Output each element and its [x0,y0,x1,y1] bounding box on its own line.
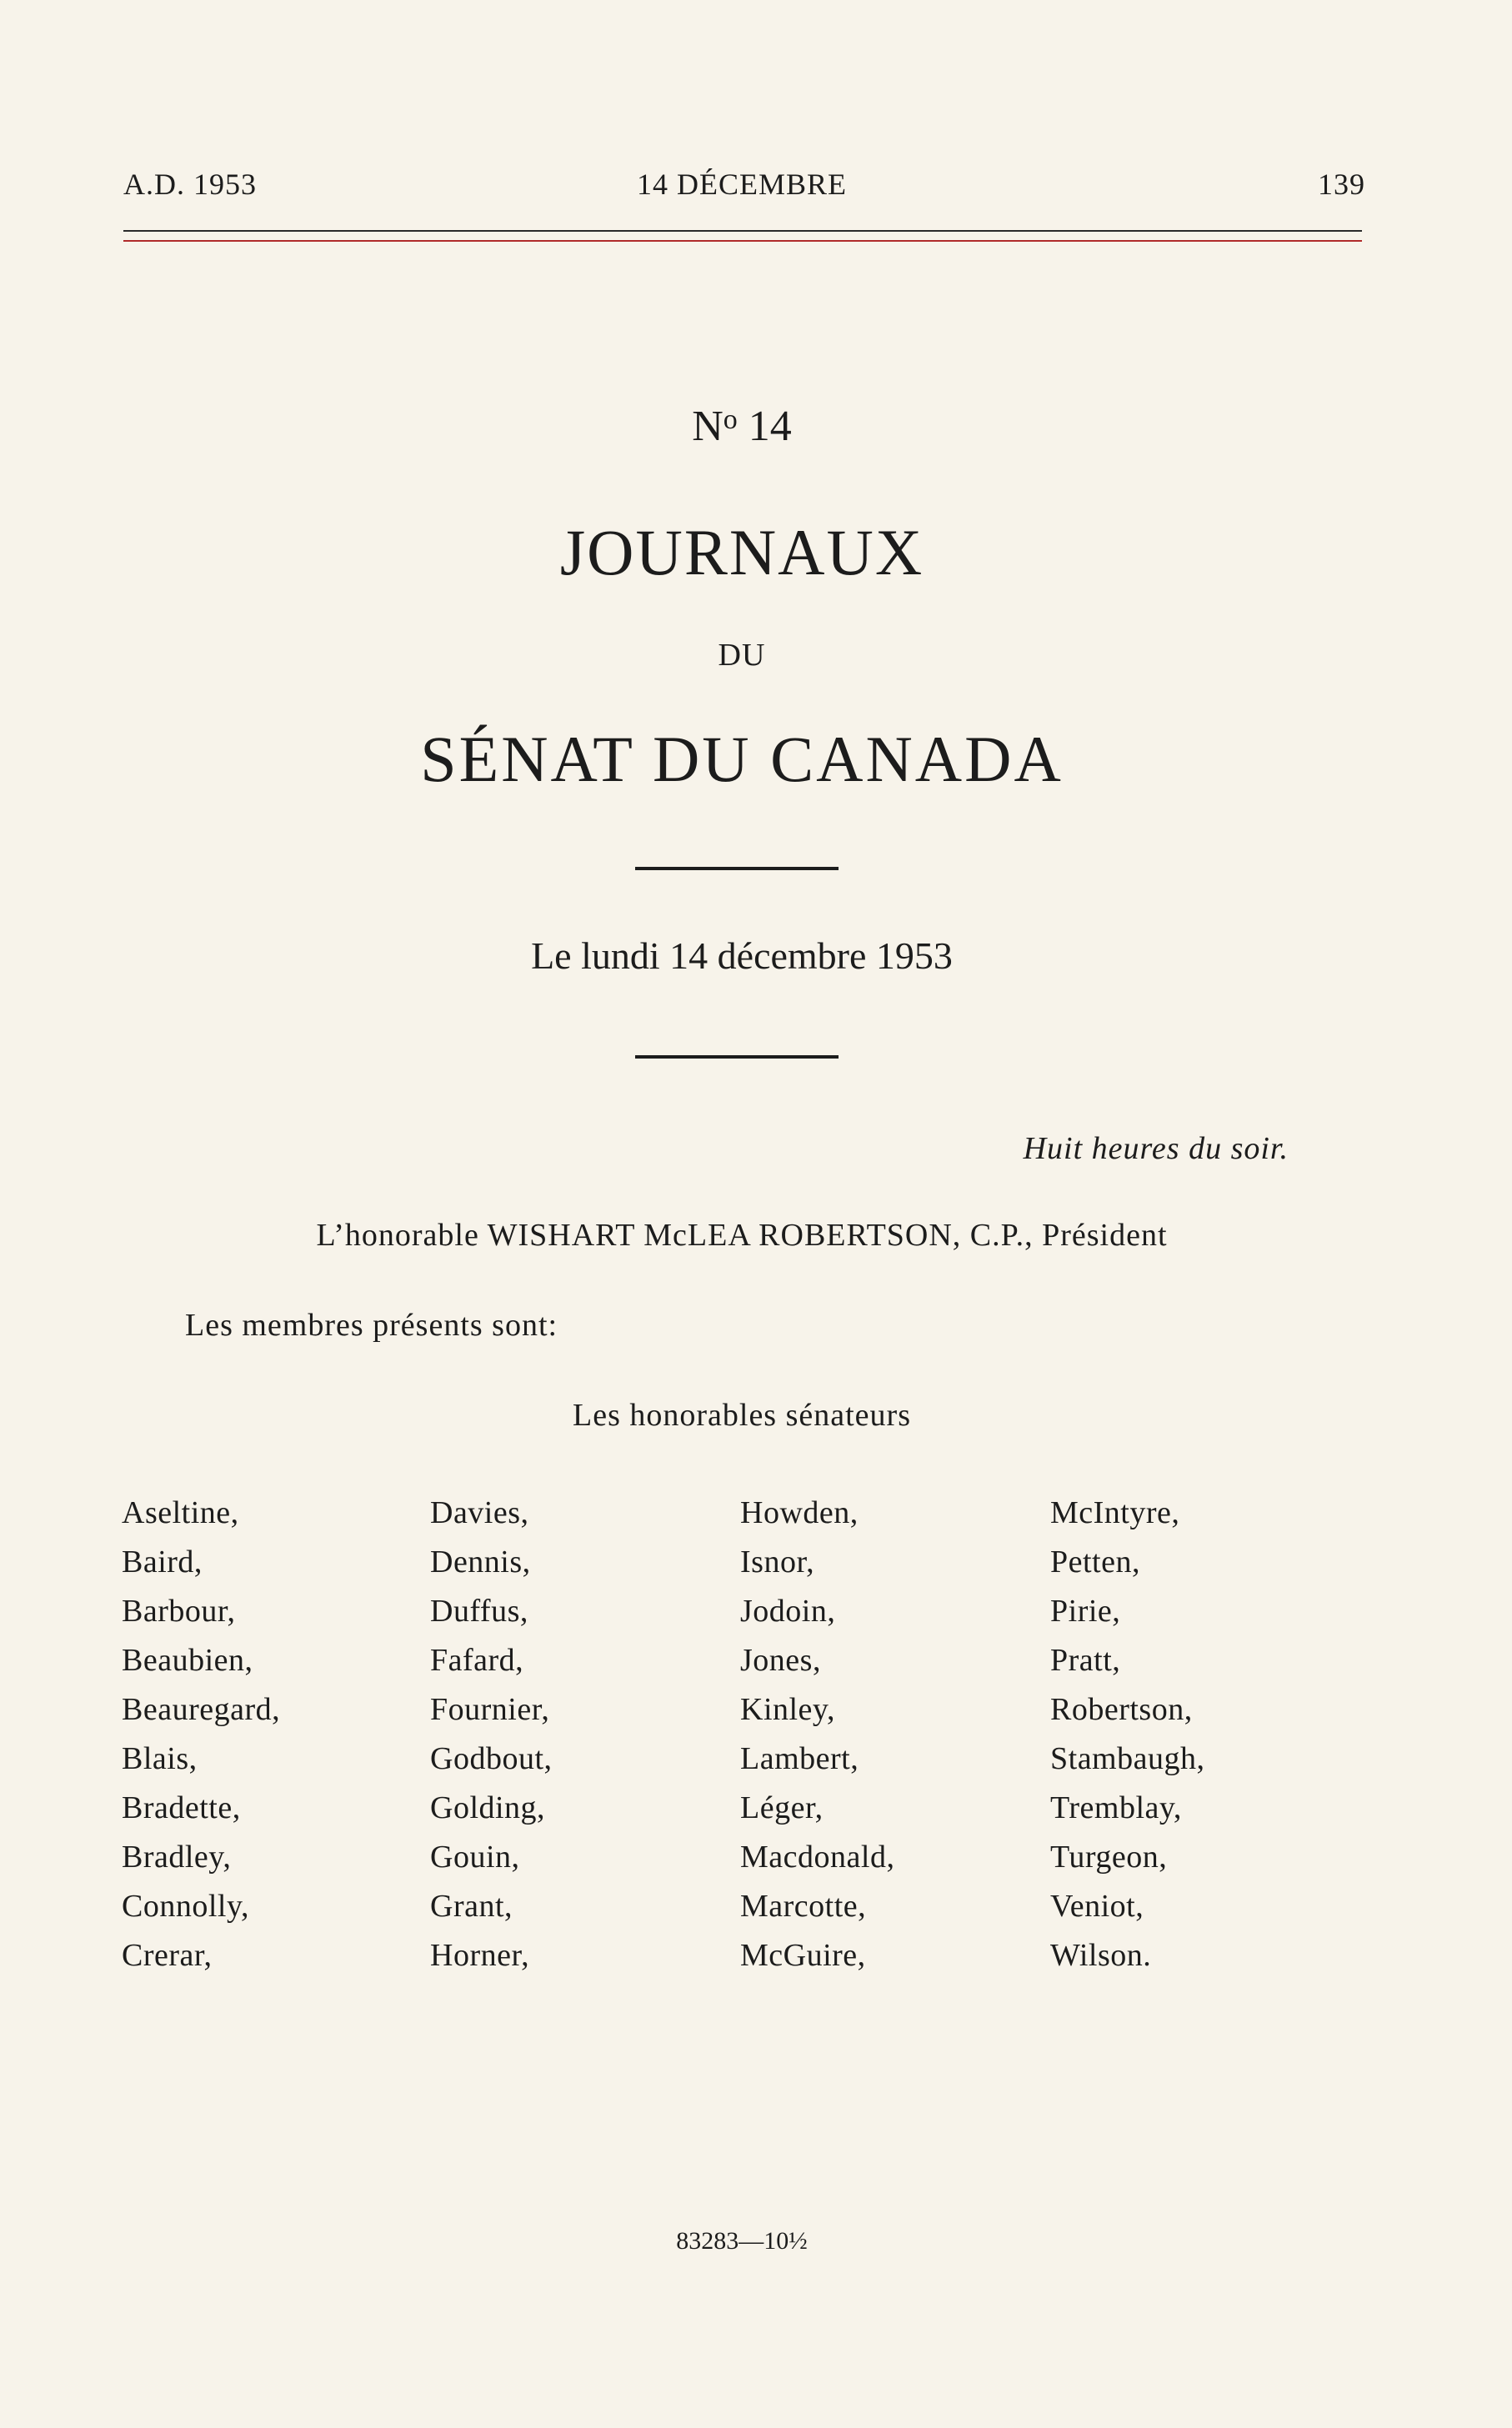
senator-name: Veniot, [1050,1889,1144,1924]
senator-name: Dennis, [430,1544,531,1579]
issue-number-value: 14 [748,403,792,450]
senator-name: McIntyre, [1050,1495,1180,1530]
printer-code: 83283—10½ [676,2227,808,2255]
senator-name: Robertson, [1050,1692,1193,1727]
senator-column-2 [430,1489,553,1980]
senator-name: Beaubien, [122,1643,253,1678]
issue-number [0,402,1484,451]
senator-name: Wilson. [1050,1938,1152,1973]
header-date: 14 DÉCEMBRE [636,168,847,201]
senator-column-3 [740,1489,894,1980]
senator-name: Horner, [430,1938,530,1973]
senator-name: Golding, [430,1790,546,1825]
senator-name: Kinley, [740,1692,835,1727]
header-rule-accent [123,240,1362,242]
senator-name: Bradette, [122,1790,241,1825]
senator-name: Pratt, [1050,1643,1121,1678]
members-intro: Les membres présents sont: [185,1308,558,1343]
senator-name: Grant, [430,1889,513,1924]
senator-name: Lambert, [740,1741,859,1776]
senator-name: Jodoin, [740,1594,836,1629]
senator-name: Bradley, [122,1840,232,1875]
senator-name: Beauregard, [122,1692,281,1727]
issue-superscript: o [723,404,738,435]
senator-name: Godbout, [430,1741,553,1776]
senator-name: Jones, [740,1643,821,1678]
senator-name: Turgeon, [1050,1840,1168,1875]
senator-name: Léger, [740,1790,824,1825]
page-title-du: DU [718,638,766,673]
senator-name: Gouin, [430,1840,520,1875]
page-title-journaux: JOURNAUX [559,516,924,588]
senator-name: Crerar, [122,1938,213,1973]
senator-name: Stambaugh, [1050,1741,1205,1776]
senator-name: Macdonald, [740,1840,895,1875]
senator-name: Baird, [122,1544,203,1579]
senator-name: Howden, [740,1495,859,1530]
senator-name: Petten, [1050,1544,1140,1579]
issue-prefix: N [692,403,723,450]
senator-name: Fournier, [430,1692,550,1727]
sitting-time: Huit heures du soir. [1023,1131,1289,1166]
senator-name: McGuire, [740,1938,866,1973]
senator-name: Blais, [122,1741,198,1776]
header-rule [123,230,1362,232]
divider [635,867,839,870]
page-number: 139 [1318,168,1365,201]
senator-column-4 [1050,1489,1204,1980]
senator-name: Isnor, [740,1544,815,1579]
senator-name: Aseltine, [122,1495,239,1530]
senator-name: Connolly, [122,1889,249,1924]
senator-name: Duffus, [430,1594,528,1629]
senators-heading: Les honorables sénateurs [573,1398,911,1433]
senator-name: Marcotte, [740,1889,867,1924]
header-year: A.D. 1953 [123,168,257,201]
page-title-senat: SÉNAT DU CANADA [420,723,1064,795]
senator-name: Davies, [430,1495,529,1530]
senator-name: Fafard, [430,1643,524,1678]
divider [635,1055,839,1059]
senator-column-1 [122,1489,280,1980]
sitting-date: Le lundi 14 décembre 1953 [531,934,953,977]
senator-name: Pirie, [1050,1594,1121,1629]
senator-name: Tremblay, [1050,1790,1182,1825]
president-line: L’honorable WISHART McLEA ROBERTSON, C.P., Président [316,1218,1168,1253]
senator-name: Barbour, [122,1594,236,1629]
